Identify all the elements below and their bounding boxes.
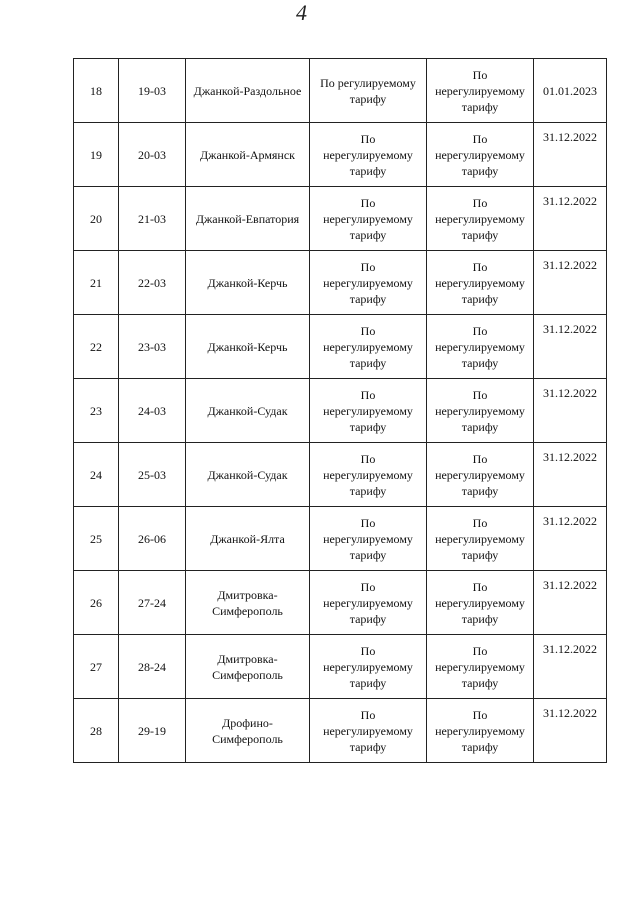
cell-route-code: 28-24 — [119, 635, 186, 699]
cell-date: 31.12.2022 — [534, 187, 607, 251]
cell-tariff-a: По нерегулируемому тарифу — [310, 635, 427, 699]
cell-route-code: 26-06 — [119, 507, 186, 571]
cell-route-name: Дмитровка- Симферополь — [186, 635, 310, 699]
cell-route-name: Джанкой-Судак — [186, 379, 310, 443]
cell-route-name: Дрофино- Симферополь — [186, 699, 310, 763]
cell-tariff-b: По нерегулируемому тарифу — [427, 571, 534, 635]
cell-route-code: 27-24 — [119, 571, 186, 635]
cell-date: 01.01.2023 — [534, 59, 607, 123]
cell-tariff-b: По нерегулируемому тарифу — [427, 635, 534, 699]
cell-route-code: 29-19 — [119, 699, 186, 763]
cell-date: 31.12.2022 — [534, 507, 607, 571]
cell-tariff-b: По нерегулируемому тарифу — [427, 123, 534, 187]
cell-date: 31.12.2022 — [534, 123, 607, 187]
cell-route-name: Джанкой-Керчь — [186, 251, 310, 315]
cell-route-code: 19-03 — [119, 59, 186, 123]
cell-route-code: 22-03 — [119, 251, 186, 315]
cell-number: 19 — [74, 123, 119, 187]
cell-number: 26 — [74, 571, 119, 635]
table-row — [74, 571, 607, 635]
cell-route-name: Джанкой-Судак — [186, 443, 310, 507]
cell-date: 31.12.2022 — [534, 699, 607, 763]
cell-tariff-a: По нерегулируемому тарифу — [310, 443, 427, 507]
cell-route-name: Джанкой-Керчь — [186, 315, 310, 379]
table-row — [74, 699, 607, 763]
cell-tariff-b: По нерегулируемому тарифу — [427, 699, 534, 763]
cell-tariff-b: По нерегулируемому тарифу — [427, 59, 534, 123]
cell-tariff-a: По нерегулируемому тарифу — [310, 379, 427, 443]
cell-route-code: 23-03 — [119, 315, 186, 379]
cell-date: 31.12.2022 — [534, 251, 607, 315]
cell-tariff-a: По регулируемому тарифу — [310, 59, 427, 123]
cell-tariff-a: По нерегулируемому тарифу — [310, 507, 427, 571]
cell-number: 25 — [74, 507, 119, 571]
cell-date: 31.12.2022 — [534, 635, 607, 699]
cell-tariff-b: По нерегулируемому тарифу — [427, 187, 534, 251]
cell-number: 20 — [74, 187, 119, 251]
cell-number: 21 — [74, 251, 119, 315]
cell-tariff-b: По нерегулируемому тарифу — [427, 315, 534, 379]
cell-tariff-a: По нерегулируемому тарифу — [310, 251, 427, 315]
cell-route-code: 20-03 — [119, 123, 186, 187]
cell-date: 31.12.2022 — [534, 379, 607, 443]
table-row — [74, 251, 607, 315]
cell-number: 28 — [74, 699, 119, 763]
cell-route-name: Джанкой-Армянск — [186, 123, 310, 187]
table-row — [74, 315, 607, 379]
table-row — [74, 187, 607, 251]
cell-tariff-b: По нерегулируемому тарифу — [427, 507, 534, 571]
cell-route-name: Джанкой-Раздольное — [186, 59, 310, 123]
cell-tariff-a: По нерегулируемому тарифу — [310, 187, 427, 251]
cell-number: 22 — [74, 315, 119, 379]
cell-number: 18 — [74, 59, 119, 123]
cell-number: 27 — [74, 635, 119, 699]
cell-date: 31.12.2022 — [534, 315, 607, 379]
cell-tariff-a: По нерегулируемому тарифу — [310, 315, 427, 379]
cell-route-name: Дмитровка- Симферополь — [186, 571, 310, 635]
cell-tariff-a: По нерегулируемому тарифу — [310, 571, 427, 635]
table-row — [74, 379, 607, 443]
cell-tariff-b: По нерегулируемому тарифу — [427, 251, 534, 315]
cell-tariff-a: По нерегулируемому тарифу — [310, 123, 427, 187]
cell-tariff-a: По нерегулируемому тарифу — [310, 699, 427, 763]
cell-date: 31.12.2022 — [534, 571, 607, 635]
cell-route-name: Джанкой-Евпатория — [186, 187, 310, 251]
table-row — [74, 123, 607, 187]
table-row — [74, 507, 607, 571]
table-row — [74, 635, 607, 699]
cell-route-code: 21-03 — [119, 187, 186, 251]
table-row — [74, 443, 607, 507]
cell-route-code: 24-03 — [119, 379, 186, 443]
routes-table — [73, 58, 607, 763]
cell-number: 24 — [74, 443, 119, 507]
page-number-mark: 4 — [296, 0, 307, 25]
cell-route-code: 25-03 — [119, 443, 186, 507]
cell-number: 23 — [74, 379, 119, 443]
table-row — [74, 59, 607, 123]
cell-tariff-b: По нерегулируемому тарифу — [427, 379, 534, 443]
cell-route-name: Джанкой-Ялта — [186, 507, 310, 571]
cell-tariff-b: По нерегулируемому тарифу — [427, 443, 534, 507]
cell-date: 31.12.2022 — [534, 443, 607, 507]
